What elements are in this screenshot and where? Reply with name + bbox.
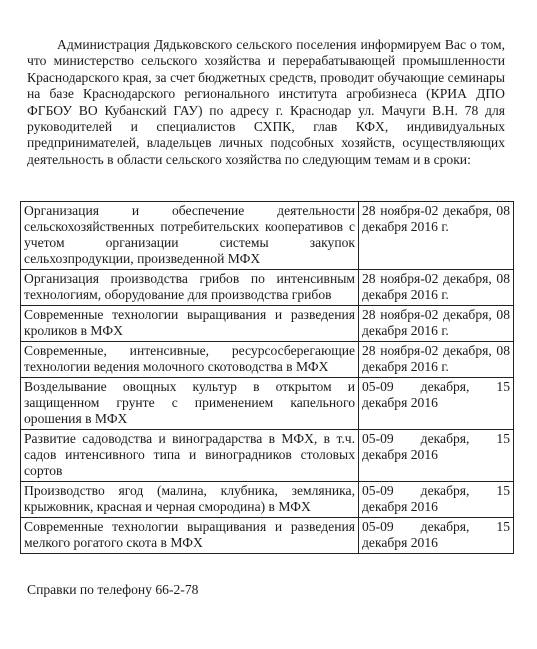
table-row [21, 270, 514, 306]
intro-paragraph: Администрация Дядьковского сельского поселения информируем Вас о том, что министерство сельского хозяйства и перерабатывающей промышленности Краснодарского края, за счет бюджетных средств, проводит обучающие семинары на базе Краснодарского регионального института агробизнеса (КРИА ДПО ФГБОУ ВО Кубанский ГАУ) по адресу г. Краснодар ул. Мачуги В.Н. 78 для руководителей и специалистов СХПК, глав КФХ, индивидуальных предпринимателей, владельцев личных подсобных хозяйств, осуществляющих деятельность в области сельского хозяйства по следующим темам и в сроки: [27, 37, 505, 167]
seminar-dates: 05-09 декабря, 15 декабря 2016 [359, 482, 514, 518]
seminar-dates: 05-09 декабря, 15 декабря 2016 [359, 518, 514, 554]
seminar-topic: Современные технологии выращивания и разведения мелкого рогатого скота в МФХ [21, 518, 359, 554]
seminar-topic: Развитие садоводства и виноградарства в МФХ, в т.ч. садов интенсивного типа и виноградников столовых сортов [21, 430, 359, 482]
seminar-topic: Современные, интенсивные, ресурсосберегающие технологии ведения молочного скотоводства в МФХ [21, 342, 359, 378]
seminar-topic: Современные технологии выращивания и разведения кроликов в МФХ [21, 306, 359, 342]
table-row [21, 306, 514, 342]
table-row [21, 378, 514, 430]
seminar-topic: Организация и обеспечение деятельности сельскохозяйственных потребительских кооперативов с учетом организации системы закупок сельхозпродукции, произведенной МФХ [21, 202, 359, 270]
table-row [21, 482, 514, 518]
seminar-dates: 05-09 декабря, 15 декабря 2016 [359, 430, 514, 482]
seminar-topic: Организация производства грибов по интенсивным технологиям, оборудование для производства грибов [21, 270, 359, 306]
seminar-schedule-table [20, 201, 514, 554]
table-row [21, 430, 514, 482]
seminar-dates: 05-09 декабря, 15 декабря 2016 [359, 378, 514, 430]
seminar-dates: 28 ноября-02 декабря, 08 декабря 2016 г. [359, 202, 514, 270]
table-row [21, 202, 514, 270]
contact-phone-note: Справки по телефону 66-2-78 [27, 582, 199, 597]
seminar-dates: 28 ноября-02 декабря, 08 декабря 2016 г. [359, 270, 514, 306]
seminar-topic: Производство ягод (малина, клубника, земляника, крыжовник, красная и черная смородина) в МФХ [21, 482, 359, 518]
seminar-dates: 28 ноября-02 декабря, 08 декабря 2016 г. [359, 306, 514, 342]
seminar-topic: Возделывание овощных культур в открытом и защищенном грунте с применением капельного орошения в МФХ [21, 378, 359, 430]
seminar-dates: 28 ноября-02 декабря, 08 декабря 2016 г. [359, 342, 514, 378]
table-row [21, 518, 514, 554]
table-row [21, 342, 514, 378]
